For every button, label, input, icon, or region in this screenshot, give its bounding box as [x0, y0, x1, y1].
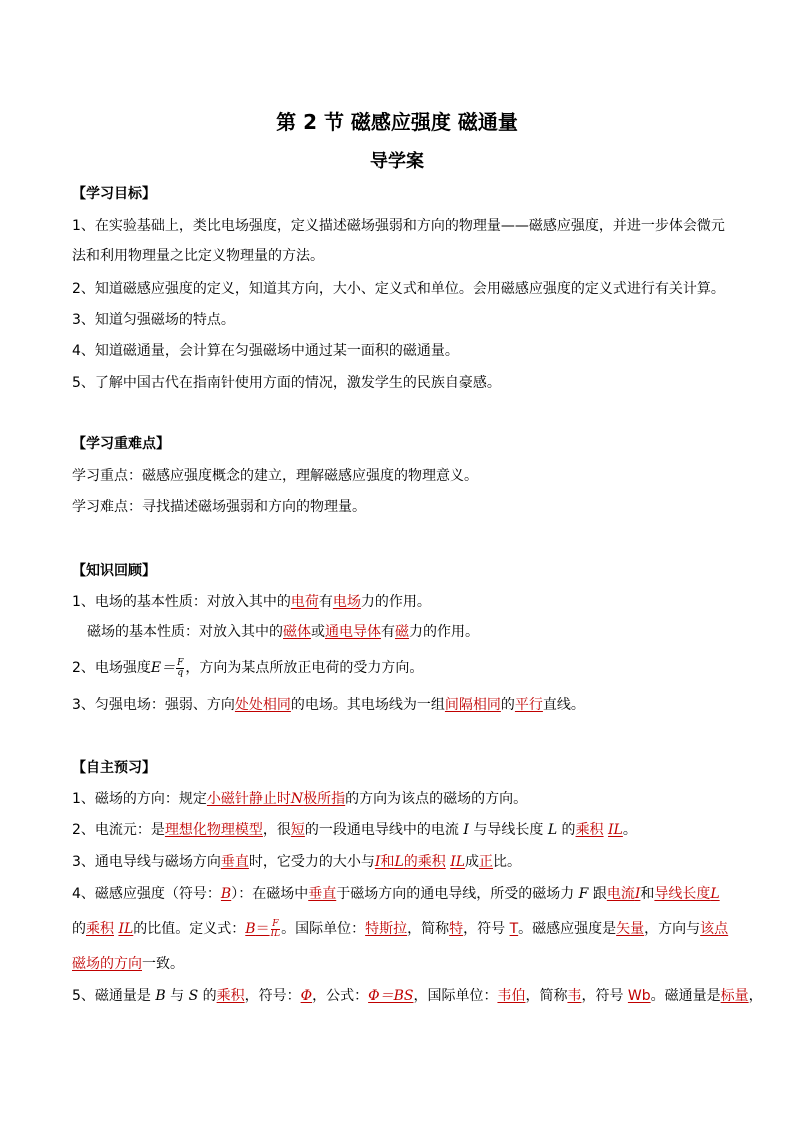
goal-item-2: 2、知道磁感应强度的定义，知道其方向，大小、定义式和单位。会用磁感应强度的定义式进行有关计算。 — [72, 281, 725, 297]
preview-item-4-cont: 的乘积 IL的比值。定义式：B＝ $\frac{F}{IL}$ 。国际单位：特斯拉，简称特，符号 T。磁感应强度是矢量，方向与该点 — [72, 918, 729, 939]
preview-item-4-end: 磁场的方向一致。 — [72, 956, 184, 972]
goal-item-1a: 1、在实验基础上，类比电场强度，定义描述磁场强弱和方向的物理量——磁感应强度，并进一步体会微元 — [72, 218, 725, 234]
preview-item-1: 1、磁场的方向：规定小磁针静止时N极所指的方向为该点的磁场的方向。 — [72, 791, 528, 807]
magnetic-induction-fraction: $\frac{F}{IL}$ — [270, 918, 281, 939]
goal-item-1b: 法和利用物理量之比定义物理量的方法。 — [72, 248, 324, 264]
field-strength-fraction: $\frac{F}{q}$ — [177, 657, 184, 678]
page-title: 第 2 节 磁感应强度 磁通量 — [276, 110, 518, 134]
goals-heading: 【学习目标】 — [72, 186, 156, 202]
preview-item-2: 2、电流元：是理想化物理模型，很短的一段通电导线中的电流 I 与导线长度 L 的乘积 IL。 — [72, 822, 637, 838]
preview-item-5: 5、磁通量是 B 与 S 的乘积，符号：Φ，公式：Φ＝BS，国际单位：韦伯，简称韦，符号 Wb。磁通量是标量， — [72, 988, 763, 1004]
preview-heading: 【自主预习】 — [72, 760, 156, 776]
review-heading: 【知识回顾】 — [72, 563, 156, 579]
review-item-1: 1、电场的基本性质：对放入其中的电荷有电场力的作用。 — [72, 594, 431, 610]
goal-item-4: 4、知道磁通量，会计算在匀强磁场中通过某一面积的磁通量。 — [72, 343, 459, 359]
goal-item-5: 5、了解中国古代在指南针使用方面的情况，激发学生的民族自豪感。 — [72, 375, 501, 391]
goal-item-3: 3、知道匀强磁场的特点。 — [72, 312, 235, 328]
review-item-3: 3、匀强电场：强弱、方向处处相同的电场。其电场线为一组间隔相同的平行直线。 — [72, 697, 585, 713]
keypoint-focus: 学习重点：磁感应强度概念的建立，理解磁感应强度的物理意义。 — [72, 468, 478, 484]
review-item-1-magnetic: 磁场的基本性质：对放入其中的磁体或通电导体有磁力的作用。 — [87, 624, 479, 640]
review-item-2: 2、电场强度E＝ $\frac{F}{q}$ ，方向为某点所放正电荷的受力方向。 — [72, 657, 424, 678]
preview-item-3: 3、通电导线与磁场方向垂直时，它受力的大小与I和L的乘积 IL成正比。 — [72, 854, 522, 870]
page-subtitle: 导学案 — [370, 151, 424, 172]
keypoints-heading: 【学习重难点】 — [72, 436, 170, 452]
preview-item-4: 4、磁感应强度（符号：B）：在磁场中垂直于磁场方向的通电导线，所受的磁场力 F 跟电流I和导线长度L — [72, 886, 720, 902]
keypoint-difficulty: 学习难点：寻找描述磁场强弱和方向的物理量。 — [72, 499, 366, 515]
